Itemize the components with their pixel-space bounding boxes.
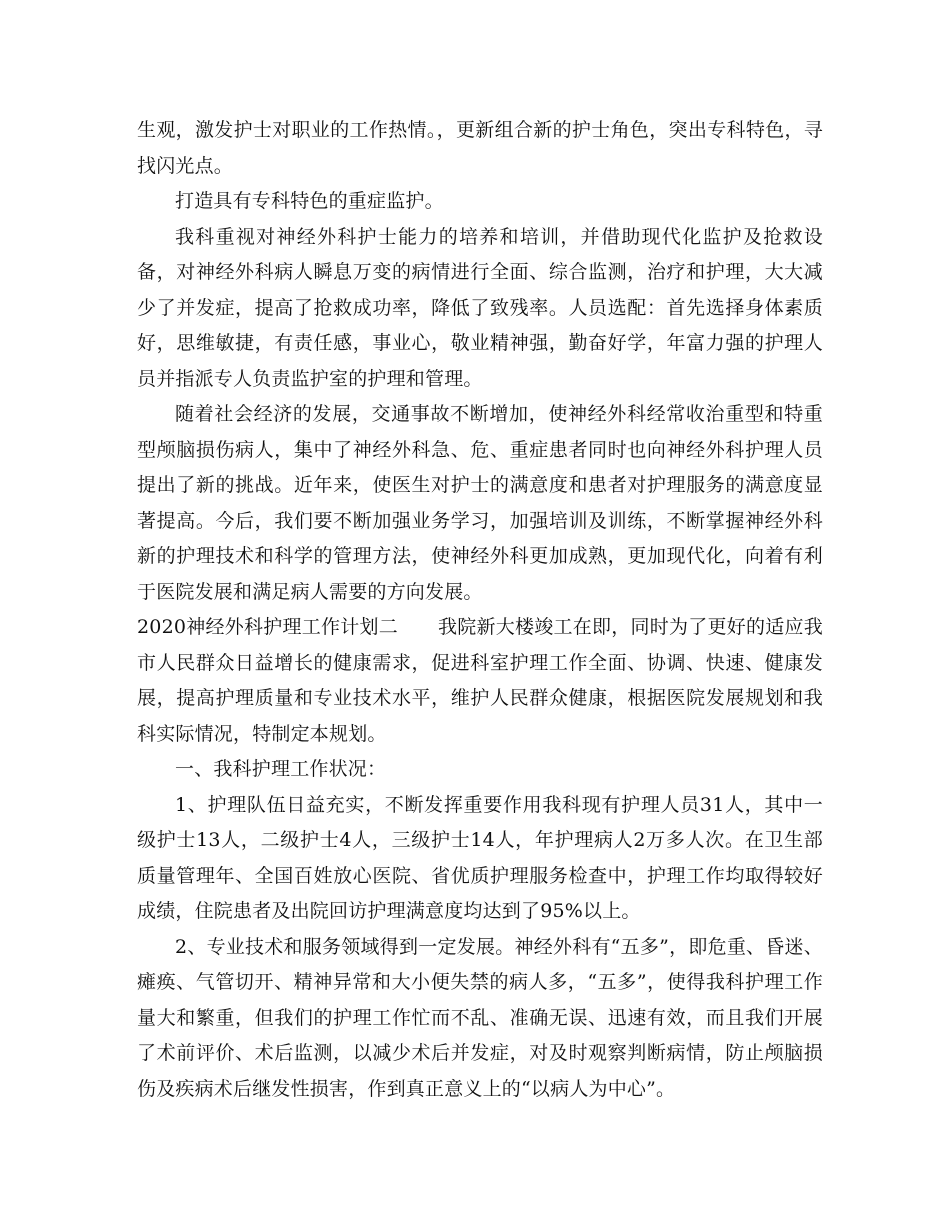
paragraph-6: 2、专业技术和服务领域得到一定发展。神经外科有“五多”，即危重、昏迷、瘫痪、气管切开、精神异常和大小便失禁的病人多，“五多”，使得我科护理工作量大和繁重，但我们的护理工作忙而不乱、准确无误、迅速有效，而且我们开展了术前评价、术后监测，以减少术后并发症，对及时观察判断病情，防止颅脑损伤及疾病术后继发性损害，作到真正意义上的“以病人为中心”。 — [137, 935, 823, 1100]
paragraph-5: 1、护理队伍日益充实，不断发挥重要作用我科现有护理人员31人，其中一级护士13人，二级护士4人，三级护士14人，年护理病人2万多人次。在卫生部质量管理年、全国百姓放心医院、省优质护理服务检查中，护理工作均取得较好成绩，住院患者及出院回访护理满意度均达到了95%以上。 — [137, 793, 823, 922]
section-heading: 一、我科护理工作状况： — [175, 758, 387, 780]
paragraph-4: 随着社会经济的发展，交通事故不断增加，使神经外科经常收治重型和特重型颅脑损伤病人，集中了神经外科急、危、重症患者同时也向神经外科护理人员提出了新的挑战。近年来，使医生对护士的满意度和患者对护理服务的满意度显著提高。今后，我们要不断加强业务学习，加强培训及训练，不断掌握神经外科新的护理技术和科学的管理方法，使神经外科更加成熟，更加现代化，向着有利于医院发展和满足病人需要的方向发展。 — [137, 403, 823, 603]
paragraph-2: 打造具有专科特色的重症监护。 — [175, 190, 444, 212]
plan-intro: 我院新大楼竣工在即，同时为了更好的适应我市人民群众日益增长的健康需求，促进科室护理工作全面、协调、快速、健康发展，提高护理质量和专业技术水平，维护人民群众健康，根据医院发展规划和我科实际情况，特制定本规划。 — [137, 616, 823, 745]
plan-heading-paragraph — [137, 610, 823, 752]
plan-title: 2020神经外科护理工作计划二 — [137, 616, 398, 638]
document-body — [137, 113, 823, 1107]
paragraph-1: 生观，激发护士对职业的工作热情。，更新组合新的护士角色，突出专科特色，寻找闪光点。 — [137, 119, 823, 177]
paragraph-3: 我科重视对神经外科护士能力的培养和培训，并借助现代化监护及抢救设备，对神经外科病人瞬息万变的病情进行全面、综合监测，治疗和护理，大大减少了并发症，提高了抢救成功率，降低了致残率。人员选配：首先选择身体素质好，思维敏捷，有责任感，事业心，敬业精神强，勤奋好学，年富力强的护理人员并指派专人负责监护室的护理和管理。 — [137, 225, 823, 390]
